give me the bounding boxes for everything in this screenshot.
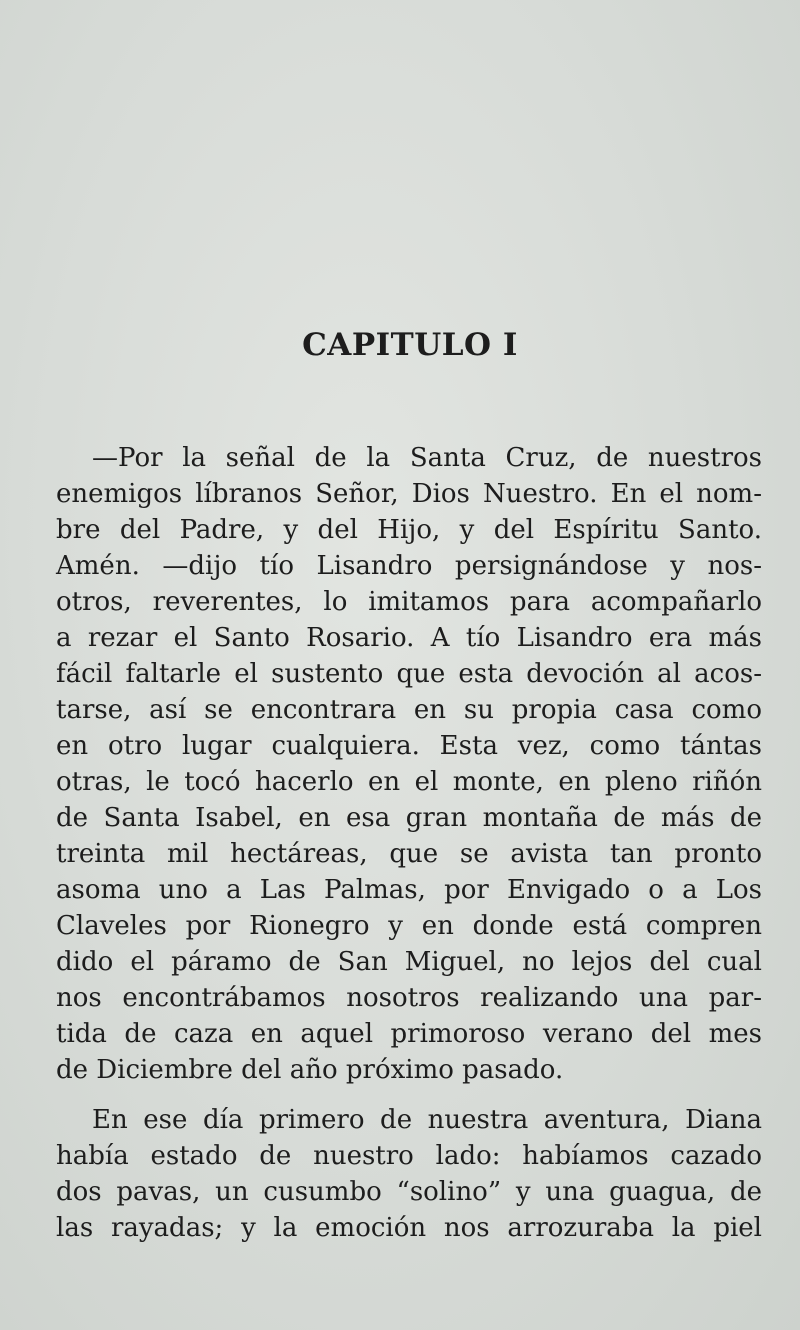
paragraph-1-line-7: fácil faltarle el sustento que esta devoción al acos- bbox=[56, 659, 762, 689]
chapter-title: CAPITULO I bbox=[302, 327, 518, 363]
paragraph-1-line-13: asoma uno a Las Palmas, por Envigado o a Los bbox=[56, 875, 762, 905]
paragraph-1-line-8: tarse, así se encontrara en su propia casa como bbox=[56, 695, 762, 725]
paragraph-1-line-3: bre del Padre, y del Hijo, y del Espíritu Santo. bbox=[56, 515, 762, 545]
paragraph-1-line-6: a rezar el Santo Rosario. A tío Lisandro era más bbox=[56, 623, 762, 653]
paragraph-1-line-15: dido el páramo de San Miguel, no lejos del cual bbox=[56, 947, 762, 977]
paragraph-2-line-2: había estado de nuestro lado: habíamos cazado bbox=[56, 1141, 762, 1171]
paragraph-1-line-14: Claveles por Rionegro y en donde está compren bbox=[56, 911, 762, 941]
paragraph-2-line-1: En ese día primero de nuestra aventura, Diana bbox=[92, 1105, 762, 1135]
paragraph-1-line-10: otras, le tocó hacerlo en el monte, en pleno riñón bbox=[56, 767, 762, 797]
paragraph-1-line-5: otros, reverentes, lo imitamos para acompañarlo bbox=[56, 587, 762, 617]
paragraph-1-line-4: Amén. —dijo tío Lisandro persignándose y nos- bbox=[56, 551, 762, 581]
paragraph-1-line-18: de Diciembre del año próximo pasado. bbox=[56, 1055, 564, 1085]
paragraph-1-line-17: tida de caza en aquel primoroso verano del mes bbox=[56, 1019, 762, 1049]
paragraph-1-line-1: —Por la señal de la Santa Cruz, de nuestros bbox=[92, 443, 762, 473]
paragraph-1-line-16: nos encontrábamos nosotros realizando una par- bbox=[56, 983, 762, 1013]
paragraph-2-line-3: dos pavas, un cusumbo “solino” y una guagua, de bbox=[56, 1177, 762, 1207]
paragraph-1-line-11: de Santa Isabel, en esa gran montaña de más de bbox=[56, 803, 762, 833]
paragraph-1-line-9: en otro lugar cualquiera. Esta vez, como tántas bbox=[56, 731, 762, 761]
paragraph-2-line-4: las rayadas; y la emoción nos arrozuraba la piel bbox=[56, 1213, 762, 1243]
paragraph-1-line-12: treinta mil hectáreas, que se avista tan pronto bbox=[56, 839, 762, 869]
paragraph-1-line-2: enemigos líbranos Señor, Dios Nuestro. En el nom- bbox=[56, 479, 762, 509]
